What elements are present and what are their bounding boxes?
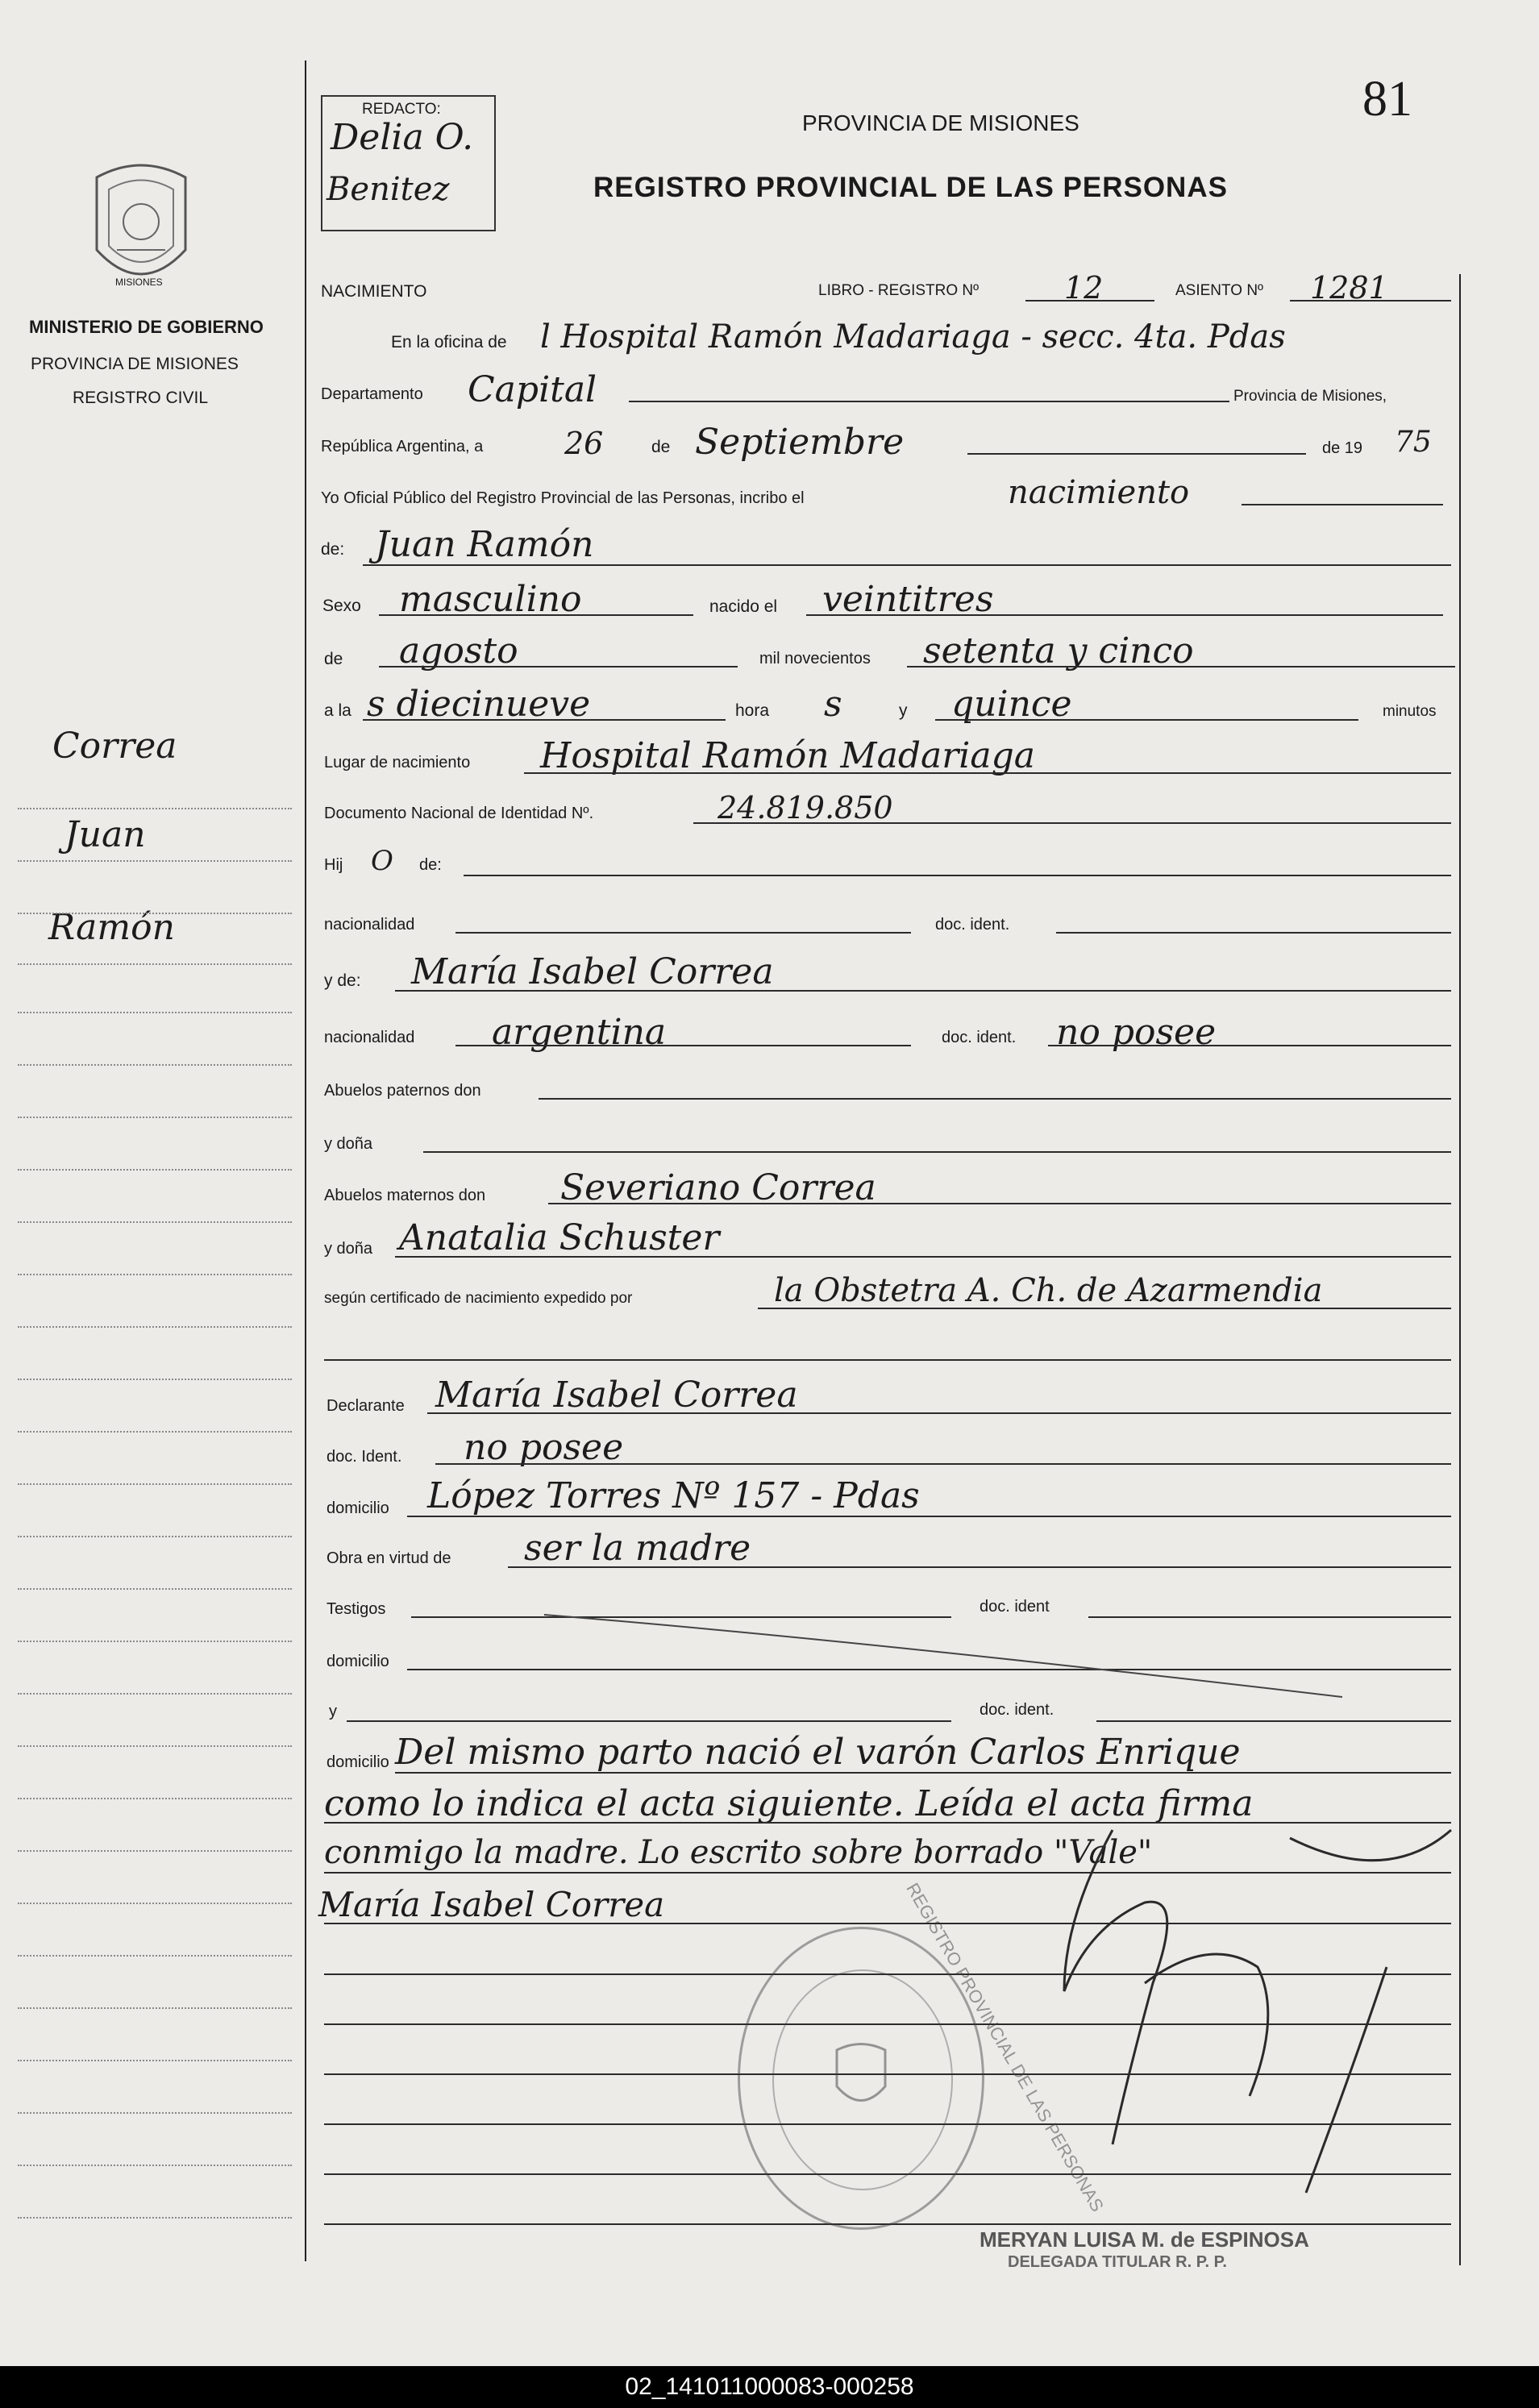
hijo-label: Hij [324,856,343,874]
oficina-value: l Hospital Ramón Madariaga - secc. 4ta. Pdas [540,318,1286,356]
day-value: 26 [564,426,604,461]
docident5-label: doc. ident. [980,1701,1054,1719]
civil-registry: REGISTRO CIVIL [73,389,209,407]
dni-label: Documento Nacional de Identidad Nº. [324,805,594,822]
de-label-date: de [651,438,671,456]
sexo-label: Sexo [322,597,361,615]
signer-title: DELEGADA TITULAR R. P. P. [1008,2253,1227,2271]
margin-second-name: Ramón [48,907,175,948]
domicilio3-label: domicilio [327,1753,389,1771]
stamp-text: REGISTRO PROVINCIAL DE LAS PERSONAS [902,1879,1108,2215]
hora-value: s diecinueve [367,684,591,725]
testigos-label: Testigos [327,1600,386,1618]
notes-line-4: María Isabel Correa [318,1885,665,1924]
signer-name: MERYAN LUISA M. de ESPINOSA [980,2227,1309,2252]
yde-label: y de: [324,971,361,990]
notes-line-2: como lo indica el acta siguiente. Leída el acta firma [324,1783,1254,1824]
nacido-label: nacido el [709,597,778,616]
ydona2-value: Anatalia Schuster [399,1217,720,1258]
horas-label: hora [735,701,770,720]
asiento-label: ASIENTO Nº [1175,282,1263,299]
abuelos-maternos-label: Abuelos maternos don [324,1187,486,1204]
left-province: PROVINCIA DE MISIONES [31,355,239,373]
de-label-name: de: [321,540,345,559]
emblem-label: MISIONES [115,277,163,288]
hijo-o-value: O [371,845,393,877]
hora-s-value: s [824,684,842,725]
nacionalidad2-label: nacionalidad [324,1029,415,1046]
y-label: y [899,701,908,720]
docident2-value: no posee [1056,1012,1217,1053]
provincia-label: Provincia de Misiones, [1233,388,1387,405]
month-value: Septiembre [695,422,905,463]
ydona2-label: y doña [324,1240,373,1258]
docident3-value: no posee [464,1427,624,1468]
obra-value: ser la madre [524,1528,751,1569]
year-value: 75 [1395,426,1432,459]
page-number: 81 [1362,72,1412,127]
margin-first-name: Juan [64,814,146,855]
docident3-label: doc. Ident. [327,1448,402,1466]
de-label-agosto: de [324,650,343,668]
domicilio1-value: López Torres Nº 157 - Pdas [427,1475,920,1516]
footer-id: 02_141011000083-000258 [0,2366,1539,2408]
margin-surname: Correa [52,726,177,767]
yo-value: nacimiento [1008,474,1190,511]
ydona1-label: y doña [324,1135,373,1153]
oficina-label: En la oficina de [391,333,507,351]
nacionalidad1-label: nacionalidad [324,916,415,934]
asiento-value: 1281 [1310,270,1388,306]
lugar-label: Lugar de nacimiento [324,754,471,771]
declarante-value: María Isabel Correa [435,1375,798,1416]
notes-line-3: conmigo la madre. Lo escrito sobre borrado "Vale" [324,1834,1153,1871]
redacto-name-2: Benitez [327,171,450,208]
mil-label: mil novecientos [759,650,871,668]
docident1-label: doc. ident. [935,916,1010,934]
dni-value: 24.819.850 [718,790,893,826]
segun-value: la Obstetra A. Ch. de Azarmendia [774,1272,1323,1309]
abuelos-paternos-label: Abuelos paternos don [324,1082,481,1100]
libro-value: 12 [1064,270,1104,306]
name-value: Juan Ramón [375,524,594,565]
hijo-de-label: de: [419,856,442,874]
docident2-label: doc. ident. [942,1029,1017,1046]
departamento-label: Departamento [321,385,423,403]
mil-value: setenta y cinco [923,630,1194,672]
signature-scribble [1048,1806,1467,2225]
left-margin-line [305,60,306,2261]
obra-label: Obra en virtud de [327,1549,451,1567]
declarante-label: Declarante [327,1397,405,1415]
libro-label: LIBRO - REGISTRO Nº [818,282,980,299]
redacto-label: REDACTO: [359,101,444,119]
madre-value: María Isabel Correa [411,951,774,992]
header-registry: REGISTRO PROVINCIAL DE LAS PERSONAS [593,172,1228,203]
nacido-value: veintitres [822,579,994,620]
minutos-label: minutos [1383,703,1437,720]
header-province: PROVINCIA DE MISIONES [802,110,1079,135]
official-stamp [738,1927,984,2230]
republica-label: República Argentina, a [321,438,484,455]
yo-oficial-label: Yo Oficial Público del Registro Provincial de las Personas, incribo el [321,489,805,507]
nacimiento-label: NACIMIENTO [321,282,427,301]
year-label: de 19 [1322,439,1363,457]
departamento-value: Capital [468,369,597,410]
agosto-value: agosto [399,630,518,672]
segun-label: según certificado de nacimiento expedido por [324,1290,633,1307]
strike-line [540,1608,1346,1705]
notes-line-1: Del mismo parto nació el varón Carlos Enrique [395,1732,1241,1773]
stamp-emblem-icon [829,2042,893,2115]
nacionalidad2-value: argentina [492,1012,667,1053]
y2-label: y [329,1703,337,1720]
sexo-value: masculino [399,579,582,620]
abuelos-maternos-value: Severiano Correa [560,1167,876,1208]
a-la-label: a la [324,701,351,720]
redacto-name-1: Delia O. [331,117,474,158]
ministry-title: MINISTERIO DE GOBIERNO [29,317,264,337]
docident4-label: doc. ident [980,1598,1050,1616]
domicilio2-label: domicilio [327,1653,389,1670]
lugar-value: Hospital Ramón Madariaga [540,735,1035,776]
minutos-value: quince [951,684,1072,725]
domicilio1-label: domicilio [327,1499,389,1517]
